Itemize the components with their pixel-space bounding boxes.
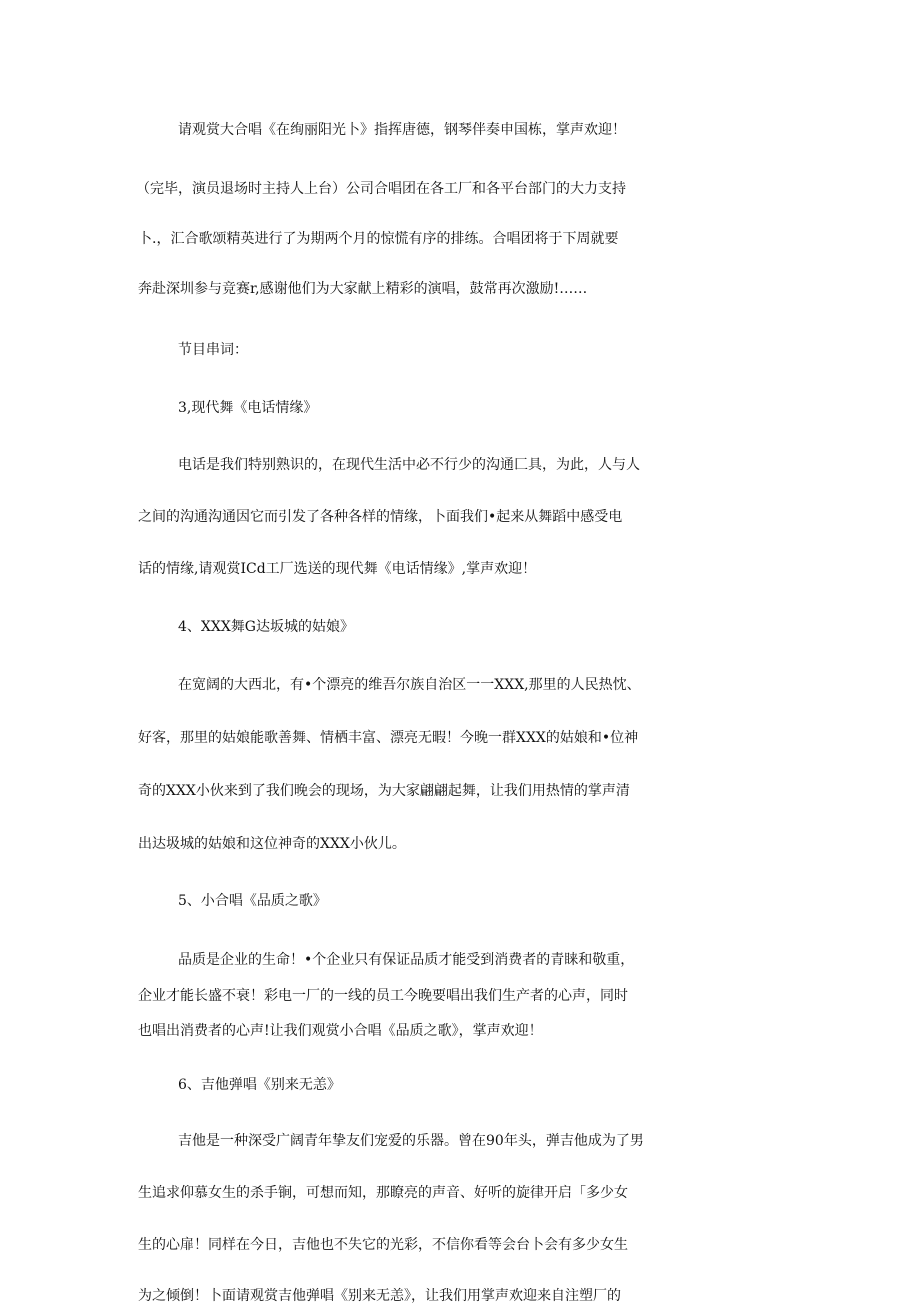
text-line: 奔赴深圳参与竞赛r,感谢他们为大家献上精彩的演唱，鼓常再次激励!……: [138, 281, 588, 297]
text-line: 之间的沟通沟通因它而引发了各种各样的情缘，卜面我们•起来从舞蹈中感受电: [138, 509, 623, 525]
text-line: 吉他是一种深受广阔青年挚友们宠爱的乐器。曾在90年头，弹吉他成为了男: [178, 1133, 644, 1149]
program-heading: 4、XXX舞G达坂城的姑娘》: [178, 619, 354, 635]
text-line: 电话是我们特别熟识的，在现代生活中必不行少的沟通匚具，为此，人与人: [178, 457, 640, 473]
text-line: 在宽阔的大西北，有•个漂亮的维吾尔族自治区一一XXX,那里的人民热忱、: [178, 677, 641, 693]
text-line: 也唱出消费者的心声!让我们观赏小合唱《品质之歌》，掌声欢迎！: [138, 1023, 543, 1039]
text-line: 品质是企业的生命！•个企业只有保证品质才能受到消费者的青睐和敬重，: [178, 952, 635, 968]
program-heading: 5、小合唱《品质之歌》: [178, 893, 327, 909]
text-line: 话的情缘,请观赏ICd工厂选送的现代舞《电话情缘》,掌声欢迎！: [138, 561, 537, 577]
section-heading: 节目串词：: [178, 342, 248, 358]
program-heading: 3,现代舞《电话情缘》: [178, 400, 318, 416]
text-line: 好客，那里的姑娘能歌善舞、情栖丰富、漂亮无暇！今晚一群XXX的姑娘和•位神: [138, 730, 639, 746]
text-line: 卜.，汇合歌颂精英进行了为期两个月的惊慌有序的排练。合唱团将于下周就要: [138, 231, 619, 247]
text-line: 出达圾城的姑娘和这位神奇的XXX小伙儿。: [138, 836, 406, 852]
text-line: 生的心扉！同样在今日，吉他也不失它的光彩，不信你看等会台卜会有多少女生: [138, 1237, 628, 1253]
text-line: 请观赏大合唱《在绚丽阳光卜》指挥唐德，钢琴伴奏申国栋，掌声欢迎！: [178, 122, 626, 138]
text-line: 奇的XXX小伙来到了我们晚会的现场，为大家翩翩起舞，让我们用热情的掌声清: [138, 783, 630, 799]
text-line: 企业才能长盛不衰！彩电一厂的一线的员工今晚要唱出我们生产者的心声，同时: [138, 988, 628, 1004]
text-line: 生追求仰慕女生的杀手锏，可想而知，那瞭亮的声音、好听的旋律开启「多少女: [138, 1185, 628, 1201]
text-line: （完毕，演员退场时主持人上台）公司合唱团在各工厂和各平台部门的大力支持: [136, 181, 626, 197]
text-line: 为之倾倒！卜面请观赏吉他弹唱《别来无恙》，让我们用掌声欢迎来自注塑厂的: [138, 1288, 621, 1304]
program-heading: 6、吉他弹唱《别来无恙》: [178, 1077, 341, 1093]
